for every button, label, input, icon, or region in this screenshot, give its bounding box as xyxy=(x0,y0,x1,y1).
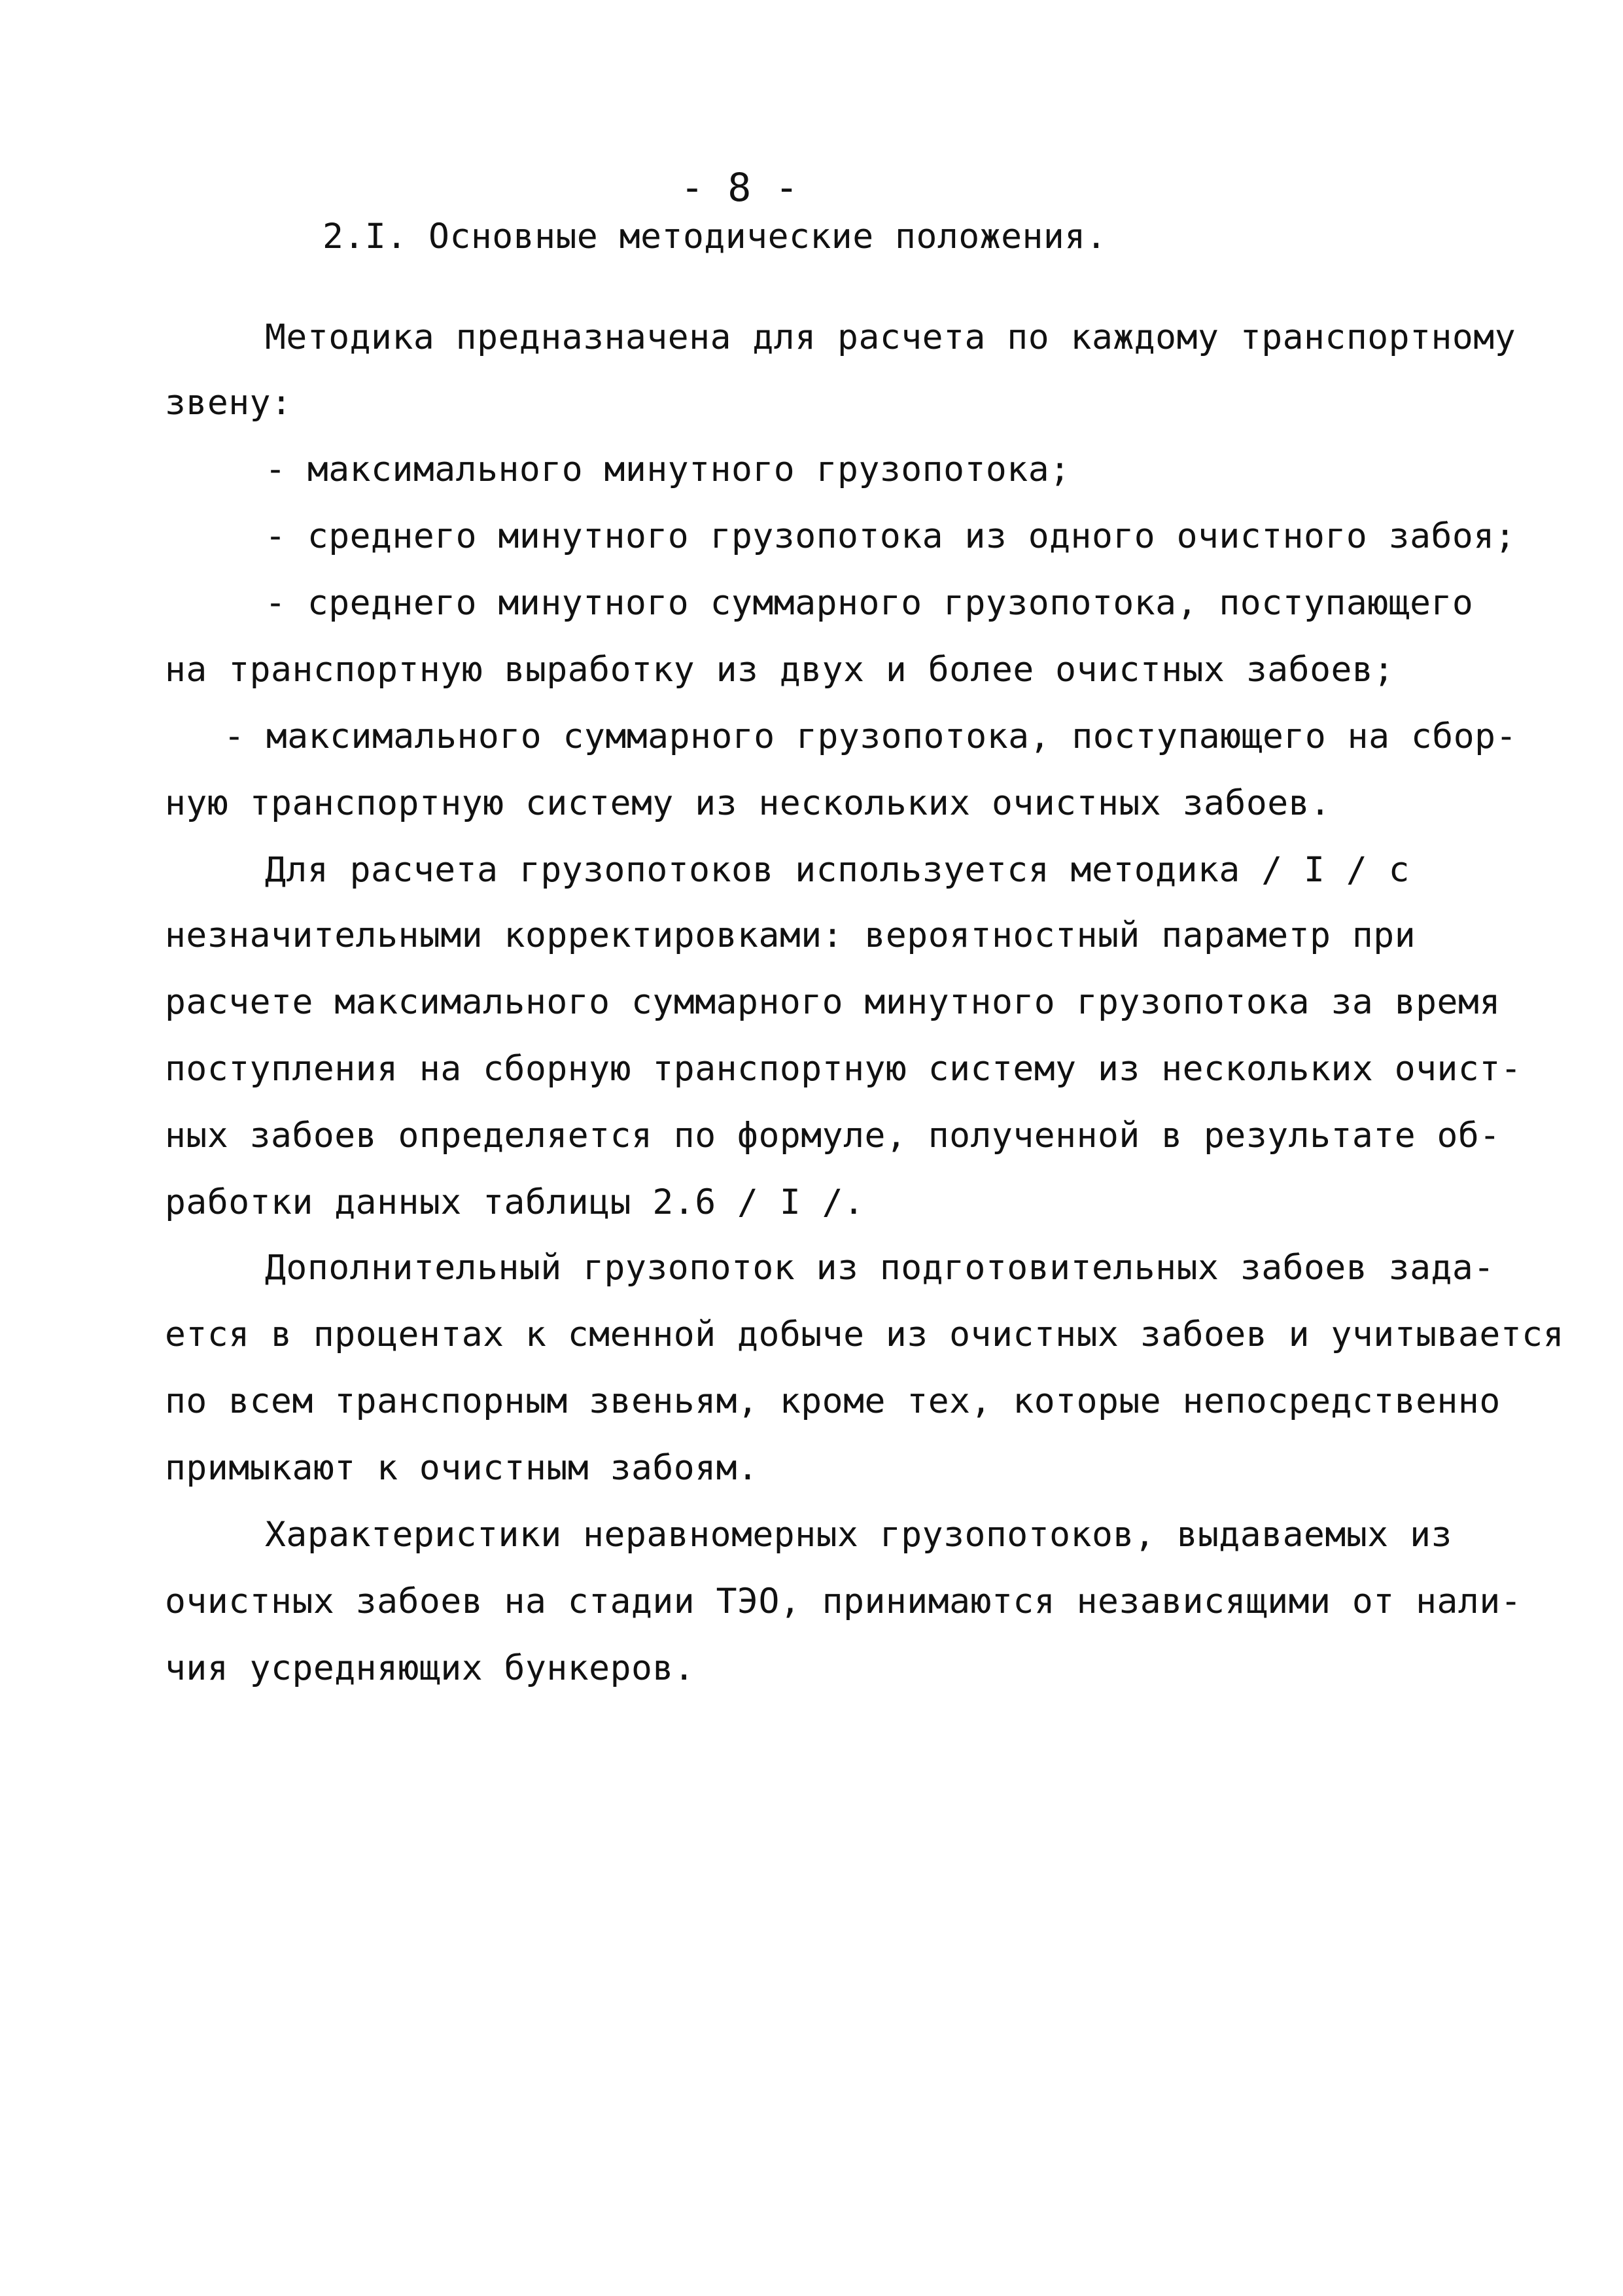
text-line-8: ную транспортную систему из нескольких очистных забоев. xyxy=(165,783,1331,823)
text-line-17: по всем транспорным звеньям, кроме тех, которые непосредственно xyxy=(165,1381,1501,1421)
text-line-11: расчете максимального суммарного минутного грузопотока за время xyxy=(165,982,1501,1022)
text-line-21: чия усредняющих бункеров. xyxy=(165,1648,695,1688)
text-line-12: поступления на сборную транспортную систему из нескольких очист- xyxy=(165,1049,1522,1089)
text-line-4: - среднего минутного грузопотока из одного очистного забоя; xyxy=(265,516,1516,556)
text-line-2: звену: xyxy=(165,383,292,423)
text-line-10: незначительными корректировками: вероятностный параметр при xyxy=(165,915,1416,955)
text-line-3: - максимального минутного грузопотока; xyxy=(265,450,1071,489)
text-line-18: примыкают к очистным забоям. xyxy=(165,1448,759,1488)
text-line-13: ных забоев определяется по формуле, полученной в результате об- xyxy=(165,1116,1501,1156)
text-line-1: Методика предназначена для расчета по каждому транспортному xyxy=(265,317,1516,357)
text-line-5: - среднего минутного суммарного грузопотока, поступающего xyxy=(265,583,1474,623)
text-line-6: на транспортную выработку из двух и более очистных забоев; xyxy=(165,650,1395,690)
text-line-15: Дополнительный грузопоток из подготовительных забоев зада- xyxy=(265,1248,1495,1288)
text-line-9: Для расчета грузопотоков используется методика / I / с xyxy=(265,850,1410,890)
text-line-7: - максимального суммарного грузопотока, поступающего на сбор- xyxy=(224,716,1517,756)
text-line-16: ется в процентах к сменной добыче из очистных забоев и учитывается xyxy=(165,1315,1564,1354)
text-line-20: очистных забоев на стадии ТЭО, принимаются независящими от нали- xyxy=(165,1581,1522,1621)
text-line-19: Характеристики неравномерных грузопотоков, выдаваемых из xyxy=(265,1515,1452,1555)
page-number: - 8 - xyxy=(680,165,799,211)
section-heading: 2.I. Основные методические положения. xyxy=(323,217,1108,256)
text-line-14: работки данных таблицы 2.6 / I /. xyxy=(165,1182,865,1222)
